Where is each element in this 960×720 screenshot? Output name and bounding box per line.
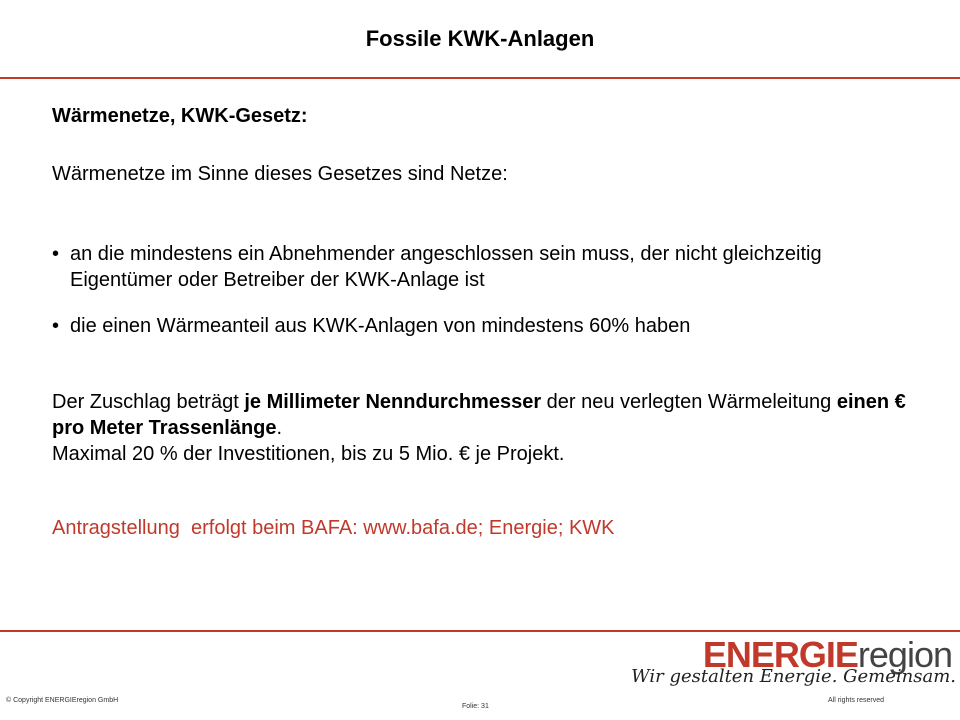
logo-slogan: Wir gestalten Energie. Gemeinsam.: [631, 666, 956, 687]
zuschlag-max: Maximal 20 % der Investitionen, bis zu 5 Mio. € je Projekt.: [52, 443, 565, 465]
rights-text: All rights reserved: [828, 697, 885, 704]
zuschlag-bold-1: je Millimeter Nenndurchmesser: [244, 391, 542, 413]
top-divider: [0, 77, 960, 79]
page-title: Fossile KWK-Anlagen: [365, 26, 595, 51]
logo-bold: ENERGIE: [702, 634, 858, 675]
logo-thin: region: [857, 634, 952, 675]
bullet-icon: •: [52, 315, 60, 337]
section-heading: Wärmenetze, KWK-Gesetz:: [52, 105, 308, 127]
zuschlag-text: Der Zuschlag beträgt: [52, 391, 245, 413]
slide-number: Folie: 31: [462, 703, 489, 710]
bullet-icon: •: [52, 243, 60, 265]
zuschlag-paragraph: [52, 389, 912, 467]
zuschlag-period: .: [276, 417, 283, 439]
bullet-item: [52, 313, 912, 339]
zuschlag-text-2: der neu verlegten Wärmeleitung: [541, 391, 837, 413]
copyright-text: © Copyright ENERGIEregion GmbH: [6, 697, 119, 704]
bullet-item: [52, 241, 912, 293]
bullet-text: die einen Wärmeanteil aus KWK-Anlagen von mindestens 60% haben: [70, 315, 691, 337]
bottom-divider: [0, 630, 960, 632]
zuschlag-bold-2: einen € pro Meter Trassenlänge: [52, 391, 906, 439]
intro-text: Wärmenetze im Sinne dieses Gesetzes sind Netze:: [52, 163, 508, 185]
slide-content: [52, 103, 912, 541]
antrag-text: Antragstellung erfolgt beim BAFA: www.bafa.de; Energie; KWK: [52, 517, 615, 539]
bullet-text: an die mindestens ein Abnehmender angeschlossen sein muss, der nicht gleichzeitig Eigentümer oder Betreiber der KWK-Anlage ist: [70, 243, 822, 291]
